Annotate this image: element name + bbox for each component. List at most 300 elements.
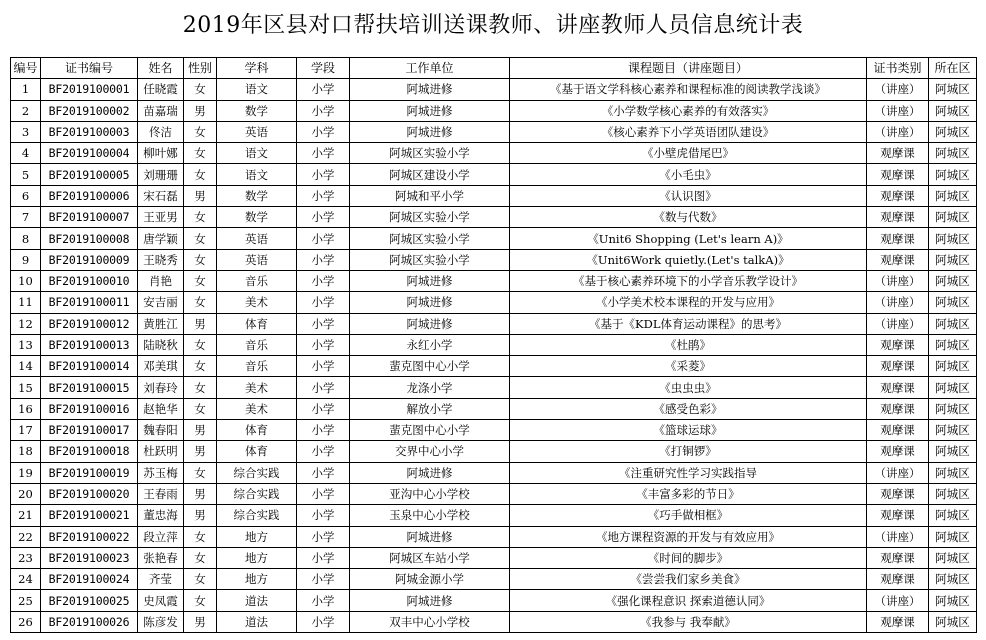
- course-title-cell: 《Unit6Work quietly.(Let's talkA)》: [510, 249, 867, 270]
- certificate-type-cell: 观摩课: [867, 249, 929, 270]
- district-cell: 阿城区: [929, 164, 977, 185]
- course-title-cell: 《小学数学核心素养的有效落实》: [510, 100, 867, 121]
- work-unit-cell: 龙涤小学: [350, 377, 510, 398]
- certificate-type-cell: 观摩课: [867, 569, 929, 590]
- table-row: [11, 441, 977, 462]
- certificate-id-cell: BF2019100005: [41, 164, 138, 185]
- district-cell: 阿城区: [929, 270, 977, 291]
- certificate-id-cell: BF2019100017: [41, 420, 138, 441]
- course-title-cell: 《地方课程资源的开发与有效应用》: [510, 526, 867, 547]
- district-cell: 阿城区: [929, 292, 977, 313]
- school-level-cell: 小学: [297, 420, 350, 441]
- name-cell: 刘珊珊: [138, 164, 184, 185]
- school-level-cell: 小学: [297, 313, 350, 334]
- certificate-type-cell: 观摩课: [867, 398, 929, 419]
- school-level-cell: 小学: [297, 590, 350, 611]
- name-cell: 苗嘉瑞: [138, 100, 184, 121]
- subject-cell: 英语: [217, 228, 297, 249]
- subject-cell: 体育: [217, 420, 297, 441]
- district-cell: 阿城区: [929, 590, 977, 611]
- district-cell: 阿城区: [929, 228, 977, 249]
- table-row: [11, 483, 977, 504]
- header-row: [11, 58, 977, 79]
- row-number-cell: 26: [11, 611, 41, 632]
- table-row: [11, 185, 977, 206]
- table-row: [11, 334, 977, 355]
- certificate-type-cell: 观摩课: [867, 334, 929, 355]
- gender-cell: 男: [184, 505, 217, 526]
- district-cell: 阿城区: [929, 547, 977, 568]
- school-level-cell: 小学: [297, 569, 350, 590]
- district-cell: 阿城区: [929, 249, 977, 270]
- district-cell: 阿城区: [929, 505, 977, 526]
- teacher-info-table: [10, 57, 977, 633]
- row-number-cell: 21: [11, 505, 41, 526]
- table-row: [11, 462, 977, 483]
- course-title-cell: 《采菱》: [510, 356, 867, 377]
- name-cell: 杜跃明: [138, 441, 184, 462]
- work-unit-cell: 阿城进修: [350, 313, 510, 334]
- table-row: [11, 79, 977, 100]
- certificate-id-cell: BF2019100002: [41, 100, 138, 121]
- course-title-cell: 《巧手做相框》: [510, 505, 867, 526]
- district-cell: 阿城区: [929, 356, 977, 377]
- school-level-cell: 小学: [297, 611, 350, 632]
- certificate-id-cell: BF2019100013: [41, 334, 138, 355]
- certificate-id-cell: BF2019100022: [41, 526, 138, 547]
- name-cell: 王春雨: [138, 483, 184, 504]
- subject-cell: 道法: [217, 611, 297, 632]
- subject-cell: 美术: [217, 292, 297, 313]
- district-cell: 阿城区: [929, 79, 977, 100]
- table-body: [11, 79, 977, 633]
- school-level-cell: 小学: [297, 377, 350, 398]
- work-unit-cell: 阿城区车站小学: [350, 547, 510, 568]
- work-unit-cell: 阿城区建设小学: [350, 164, 510, 185]
- certificate-id-cell: BF2019100004: [41, 143, 138, 164]
- district-cell: 阿城区: [929, 207, 977, 228]
- certificate-id-cell: BF2019100019: [41, 462, 138, 483]
- course-title-cell: 《小壁虎借尾巴》: [510, 143, 867, 164]
- subject-cell: 综合实践: [217, 505, 297, 526]
- school-level-cell: 小学: [297, 100, 350, 121]
- page-title: 2019年区县对口帮扶培训送课教师、讲座教师人员信息统计表: [182, 13, 804, 38]
- work-unit-cell: 蜚克图中心小学: [350, 420, 510, 441]
- gender-cell: 女: [184, 398, 217, 419]
- certificate-id-cell: BF2019100003: [41, 121, 138, 142]
- subject-cell: 体育: [217, 441, 297, 462]
- row-number-cell: 11: [11, 292, 41, 313]
- school-level-cell: 小学: [297, 483, 350, 504]
- course-title-cell: 《认识图》: [510, 185, 867, 206]
- name-cell: 王晓秀: [138, 249, 184, 270]
- district-cell: 阿城区: [929, 611, 977, 632]
- table-row: [11, 143, 977, 164]
- row-number-cell: 7: [11, 207, 41, 228]
- name-cell: 刘春玲: [138, 377, 184, 398]
- school-level-cell: 小学: [297, 398, 350, 419]
- table-row: [11, 164, 977, 185]
- column-header-row-number: 编号: [11, 58, 41, 79]
- table-row: [11, 420, 977, 441]
- row-number-cell: 22: [11, 526, 41, 547]
- name-cell: 陆晓秋: [138, 334, 184, 355]
- row-number-cell: 6: [11, 185, 41, 206]
- row-number-cell: 19: [11, 462, 41, 483]
- work-unit-cell: 亚沟中心小学校: [350, 483, 510, 504]
- certificate-type-cell: （讲座）: [867, 292, 929, 313]
- work-unit-cell: 阿城区实验小学: [350, 207, 510, 228]
- name-cell: 唐学颖: [138, 228, 184, 249]
- certificate-id-cell: BF2019100011: [41, 292, 138, 313]
- certificate-type-cell: 观摩课: [867, 143, 929, 164]
- table-row: [11, 526, 977, 547]
- work-unit-cell: 阿城进修: [350, 79, 510, 100]
- subject-cell: 音乐: [217, 270, 297, 291]
- work-unit-cell: 阿城金源小学: [350, 569, 510, 590]
- row-number-cell: 9: [11, 249, 41, 270]
- school-level-cell: 小学: [297, 143, 350, 164]
- course-title-cell: 《尝尝我们家乡美食》: [510, 569, 867, 590]
- subject-cell: 语文: [217, 143, 297, 164]
- district-cell: 阿城区: [929, 420, 977, 441]
- gender-cell: 女: [184, 526, 217, 547]
- subject-cell: 数学: [217, 100, 297, 121]
- certificate-type-cell: （讲座）: [867, 526, 929, 547]
- course-title-cell: 《基于《KDL体育运动课程》的思考》: [510, 313, 867, 334]
- column-header-name: 姓名: [138, 58, 184, 79]
- subject-cell: 地方: [217, 547, 297, 568]
- name-cell: 佟洁: [138, 121, 184, 142]
- work-unit-cell: 阿城区实验小学: [350, 143, 510, 164]
- name-cell: 安吉丽: [138, 292, 184, 313]
- certificate-id-cell: BF2019100015: [41, 377, 138, 398]
- certificate-type-cell: 观摩课: [867, 441, 929, 462]
- certificate-id-cell: BF2019100001: [41, 79, 138, 100]
- certificate-id-cell: BF2019100008: [41, 228, 138, 249]
- row-number-cell: 20: [11, 483, 41, 504]
- name-cell: 陈彦发: [138, 611, 184, 632]
- course-title-cell: 《小学美术校本课程的开发与应用》: [510, 292, 867, 313]
- table-row: [11, 505, 977, 526]
- certificate-type-cell: 观摩课: [867, 207, 929, 228]
- name-cell: 任晓霞: [138, 79, 184, 100]
- course-title-cell: 《数与代数》: [510, 207, 867, 228]
- course-title-cell: 《杜鹃》: [510, 334, 867, 355]
- course-title-cell: 《注重研究性学习实践指导: [510, 462, 867, 483]
- row-number-cell: 18: [11, 441, 41, 462]
- certificate-type-cell: 观摩课: [867, 547, 929, 568]
- course-title-cell: 《篮球运球》: [510, 420, 867, 441]
- subject-cell: 地方: [217, 526, 297, 547]
- row-number-cell: 24: [11, 569, 41, 590]
- certificate-id-cell: BF2019100016: [41, 398, 138, 419]
- district-cell: 阿城区: [929, 483, 977, 504]
- gender-cell: 男: [184, 611, 217, 632]
- row-number-cell: 2: [11, 100, 41, 121]
- certificate-type-cell: 观摩课: [867, 483, 929, 504]
- certificate-type-cell: （讲座）: [867, 121, 929, 142]
- table-row: [11, 228, 977, 249]
- certificate-id-cell: BF2019100006: [41, 185, 138, 206]
- certificate-id-cell: BF2019100014: [41, 356, 138, 377]
- column-header-certificate-type: 证书类别: [867, 58, 929, 79]
- certificate-type-cell: （讲座）: [867, 590, 929, 611]
- school-level-cell: 小学: [297, 79, 350, 100]
- course-title-cell: 《核心素养下小学英语团队建设》: [510, 121, 867, 142]
- certificate-id-cell: BF2019100021: [41, 505, 138, 526]
- gender-cell: 女: [184, 356, 217, 377]
- work-unit-cell: 玉泉中心小学校: [350, 505, 510, 526]
- subject-cell: 英语: [217, 121, 297, 142]
- work-unit-cell: 阿城进修: [350, 292, 510, 313]
- certificate-type-cell: 观摩课: [867, 185, 929, 206]
- row-number-cell: 3: [11, 121, 41, 142]
- column-header-course-title: 课程题目（讲座题目）: [510, 58, 867, 79]
- work-unit-cell: 蜚克图中心小学: [350, 356, 510, 377]
- gender-cell: 女: [184, 207, 217, 228]
- work-unit-cell: 阿城进修: [350, 121, 510, 142]
- work-unit-cell: 阿城进修: [350, 590, 510, 611]
- school-level-cell: 小学: [297, 334, 350, 355]
- gender-cell: 女: [184, 121, 217, 142]
- name-cell: 王亚男: [138, 207, 184, 228]
- gender-cell: 男: [184, 313, 217, 334]
- certificate-id-cell: BF2019100009: [41, 249, 138, 270]
- table-row: [11, 313, 977, 334]
- table-row: [11, 398, 977, 419]
- certificate-type-cell: 观摩课: [867, 356, 929, 377]
- row-number-cell: 12: [11, 313, 41, 334]
- school-level-cell: 小学: [297, 526, 350, 547]
- certificate-id-cell: BF2019100026: [41, 611, 138, 632]
- certificate-id-cell: BF2019100020: [41, 483, 138, 504]
- row-number-cell: 25: [11, 590, 41, 611]
- gender-cell: 女: [184, 377, 217, 398]
- certificate-type-cell: 观摩课: [867, 164, 929, 185]
- name-cell: 宋石磊: [138, 185, 184, 206]
- work-unit-cell: 阿城区实验小学: [350, 249, 510, 270]
- subject-cell: 体育: [217, 313, 297, 334]
- course-title-cell: 《Unit6 Shopping (Let's learn A)》: [510, 228, 867, 249]
- subject-cell: 美术: [217, 398, 297, 419]
- table-row: [11, 292, 977, 313]
- certificate-type-cell: 观摩课: [867, 377, 929, 398]
- district-cell: 阿城区: [929, 185, 977, 206]
- row-number-cell: 13: [11, 334, 41, 355]
- certificate-type-cell: （讲座）: [867, 313, 929, 334]
- district-cell: 阿城区: [929, 441, 977, 462]
- certificate-id-cell: BF2019100010: [41, 270, 138, 291]
- district-cell: 阿城区: [929, 121, 977, 142]
- table-row: [11, 611, 977, 632]
- table-row: [11, 356, 977, 377]
- table-row: [11, 377, 977, 398]
- district-cell: 阿城区: [929, 462, 977, 483]
- gender-cell: 女: [184, 79, 217, 100]
- district-cell: 阿城区: [929, 377, 977, 398]
- gender-cell: 女: [184, 590, 217, 611]
- certificate-id-cell: BF2019100024: [41, 569, 138, 590]
- district-cell: 阿城区: [929, 526, 977, 547]
- district-cell: 阿城区: [929, 100, 977, 121]
- work-unit-cell: 阿城区实验小学: [350, 228, 510, 249]
- school-level-cell: 小学: [297, 228, 350, 249]
- course-title-cell: 《虫虫虫》: [510, 377, 867, 398]
- work-unit-cell: 交界中心小学: [350, 441, 510, 462]
- table-row: [11, 547, 977, 568]
- table-row: [11, 207, 977, 228]
- gender-cell: 女: [184, 569, 217, 590]
- school-level-cell: 小学: [297, 270, 350, 291]
- course-title-cell: 《打铜锣》: [510, 441, 867, 462]
- certificate-id-cell: BF2019100012: [41, 313, 138, 334]
- subject-cell: 地方: [217, 569, 297, 590]
- certificate-type-cell: 观摩课: [867, 420, 929, 441]
- course-title-cell: 《基于核心素养环境下的小学音乐教学设计》: [510, 270, 867, 291]
- school-level-cell: 小学: [297, 547, 350, 568]
- gender-cell: 女: [184, 547, 217, 568]
- row-number-cell: 16: [11, 398, 41, 419]
- column-header-gender: 性别: [184, 58, 217, 79]
- school-level-cell: 小学: [297, 292, 350, 313]
- subject-cell: 数学: [217, 207, 297, 228]
- column-header-work-unit: 工作单位: [350, 58, 510, 79]
- school-level-cell: 小学: [297, 462, 350, 483]
- subject-cell: 英语: [217, 249, 297, 270]
- school-level-cell: 小学: [297, 356, 350, 377]
- table-row: [11, 569, 977, 590]
- name-cell: 苏玉梅: [138, 462, 184, 483]
- table-row: [11, 121, 977, 142]
- gender-cell: 男: [184, 185, 217, 206]
- name-cell: 史凤霞: [138, 590, 184, 611]
- work-unit-cell: 阿城进修: [350, 526, 510, 547]
- name-cell: 张艳春: [138, 547, 184, 568]
- district-cell: 阿城区: [929, 398, 977, 419]
- column-header-school-level: 学段: [297, 58, 350, 79]
- name-cell: 肖艳: [138, 270, 184, 291]
- name-cell: 段立萍: [138, 526, 184, 547]
- column-header-certificate-id: 证书编号: [41, 58, 138, 79]
- certificate-id-cell: BF2019100025: [41, 590, 138, 611]
- subject-cell: 美术: [217, 377, 297, 398]
- certificate-type-cell: 观摩课: [867, 228, 929, 249]
- certificate-type-cell: 观摩课: [867, 505, 929, 526]
- gender-cell: 男: [184, 483, 217, 504]
- column-header-subject: 学科: [217, 58, 297, 79]
- name-cell: 董忠海: [138, 505, 184, 526]
- gender-cell: 女: [184, 292, 217, 313]
- gender-cell: 女: [184, 143, 217, 164]
- course-title-cell: 《小毛虫》: [510, 164, 867, 185]
- work-unit-cell: 阿城和平小学: [350, 185, 510, 206]
- course-title-cell: 《基于语文学科核心素养和课程标准的阅读教学浅谈》: [510, 79, 867, 100]
- name-cell: 柳叶娜: [138, 143, 184, 164]
- gender-cell: 女: [184, 270, 217, 291]
- certificate-type-cell: 观摩课: [867, 611, 929, 632]
- course-title-cell: 《感受色彩》: [510, 398, 867, 419]
- certificate-id-cell: BF2019100018: [41, 441, 138, 462]
- subject-cell: 语文: [217, 79, 297, 100]
- subject-cell: 语文: [217, 164, 297, 185]
- district-cell: 阿城区: [929, 569, 977, 590]
- gender-cell: 女: [184, 462, 217, 483]
- subject-cell: 音乐: [217, 334, 297, 355]
- course-title-cell: 《丰富多彩的节日》: [510, 483, 867, 504]
- subject-cell: 道法: [217, 590, 297, 611]
- row-number-cell: 23: [11, 547, 41, 568]
- certificate-type-cell: （讲座）: [867, 462, 929, 483]
- table-row: [11, 270, 977, 291]
- table-row: [11, 100, 977, 121]
- gender-cell: 女: [184, 228, 217, 249]
- work-unit-cell: 解放小学: [350, 398, 510, 419]
- name-cell: 魏春阳: [138, 420, 184, 441]
- row-number-cell: 14: [11, 356, 41, 377]
- gender-cell: 男: [184, 441, 217, 462]
- certificate-id-cell: BF2019100007: [41, 207, 138, 228]
- work-unit-cell: 双丰中心小学校: [350, 611, 510, 632]
- subject-cell: 数学: [217, 185, 297, 206]
- certificate-type-cell: （讲座）: [867, 270, 929, 291]
- certificate-id-cell: BF2019100023: [41, 547, 138, 568]
- certificate-type-cell: （讲座）: [867, 100, 929, 121]
- school-level-cell: 小学: [297, 249, 350, 270]
- subject-cell: 音乐: [217, 356, 297, 377]
- work-unit-cell: 阿城进修: [350, 462, 510, 483]
- column-header-district: 所在区: [929, 58, 977, 79]
- table-row: [11, 249, 977, 270]
- name-cell: 齐莹: [138, 569, 184, 590]
- school-level-cell: 小学: [297, 207, 350, 228]
- school-level-cell: 小学: [297, 185, 350, 206]
- school-level-cell: 小学: [297, 441, 350, 462]
- district-cell: 阿城区: [929, 313, 977, 334]
- district-cell: 阿城区: [929, 143, 977, 164]
- course-title-cell: 《时间的脚步》: [510, 547, 867, 568]
- school-level-cell: 小学: [297, 164, 350, 185]
- certificate-type-cell: （讲座）: [867, 79, 929, 100]
- work-unit-cell: 永红小学: [350, 334, 510, 355]
- school-level-cell: 小学: [297, 121, 350, 142]
- table-row: [11, 590, 977, 611]
- name-cell: 赵艳华: [138, 398, 184, 419]
- row-number-cell: 17: [11, 420, 41, 441]
- work-unit-cell: 阿城进修: [350, 100, 510, 121]
- gender-cell: 女: [184, 164, 217, 185]
- gender-cell: 女: [184, 249, 217, 270]
- school-level-cell: 小学: [297, 505, 350, 526]
- row-number-cell: 10: [11, 270, 41, 291]
- subject-cell: 综合实践: [217, 483, 297, 504]
- course-title-cell: 《强化课程意识 探索道德认同》: [510, 590, 867, 611]
- row-number-cell: 15: [11, 377, 41, 398]
- gender-cell: 女: [184, 334, 217, 355]
- row-number-cell: 8: [11, 228, 41, 249]
- name-cell: 黄胜江: [138, 313, 184, 334]
- gender-cell: 男: [184, 100, 217, 121]
- work-unit-cell: 阿城进修: [350, 270, 510, 291]
- row-number-cell: 4: [11, 143, 41, 164]
- subject-cell: 综合实践: [217, 462, 297, 483]
- course-title-cell: 《我参与 我奉献》: [510, 611, 867, 632]
- name-cell: 邓美琪: [138, 356, 184, 377]
- gender-cell: 男: [184, 420, 217, 441]
- row-number-cell: 5: [11, 164, 41, 185]
- district-cell: 阿城区: [929, 334, 977, 355]
- row-number-cell: 1: [11, 79, 41, 100]
